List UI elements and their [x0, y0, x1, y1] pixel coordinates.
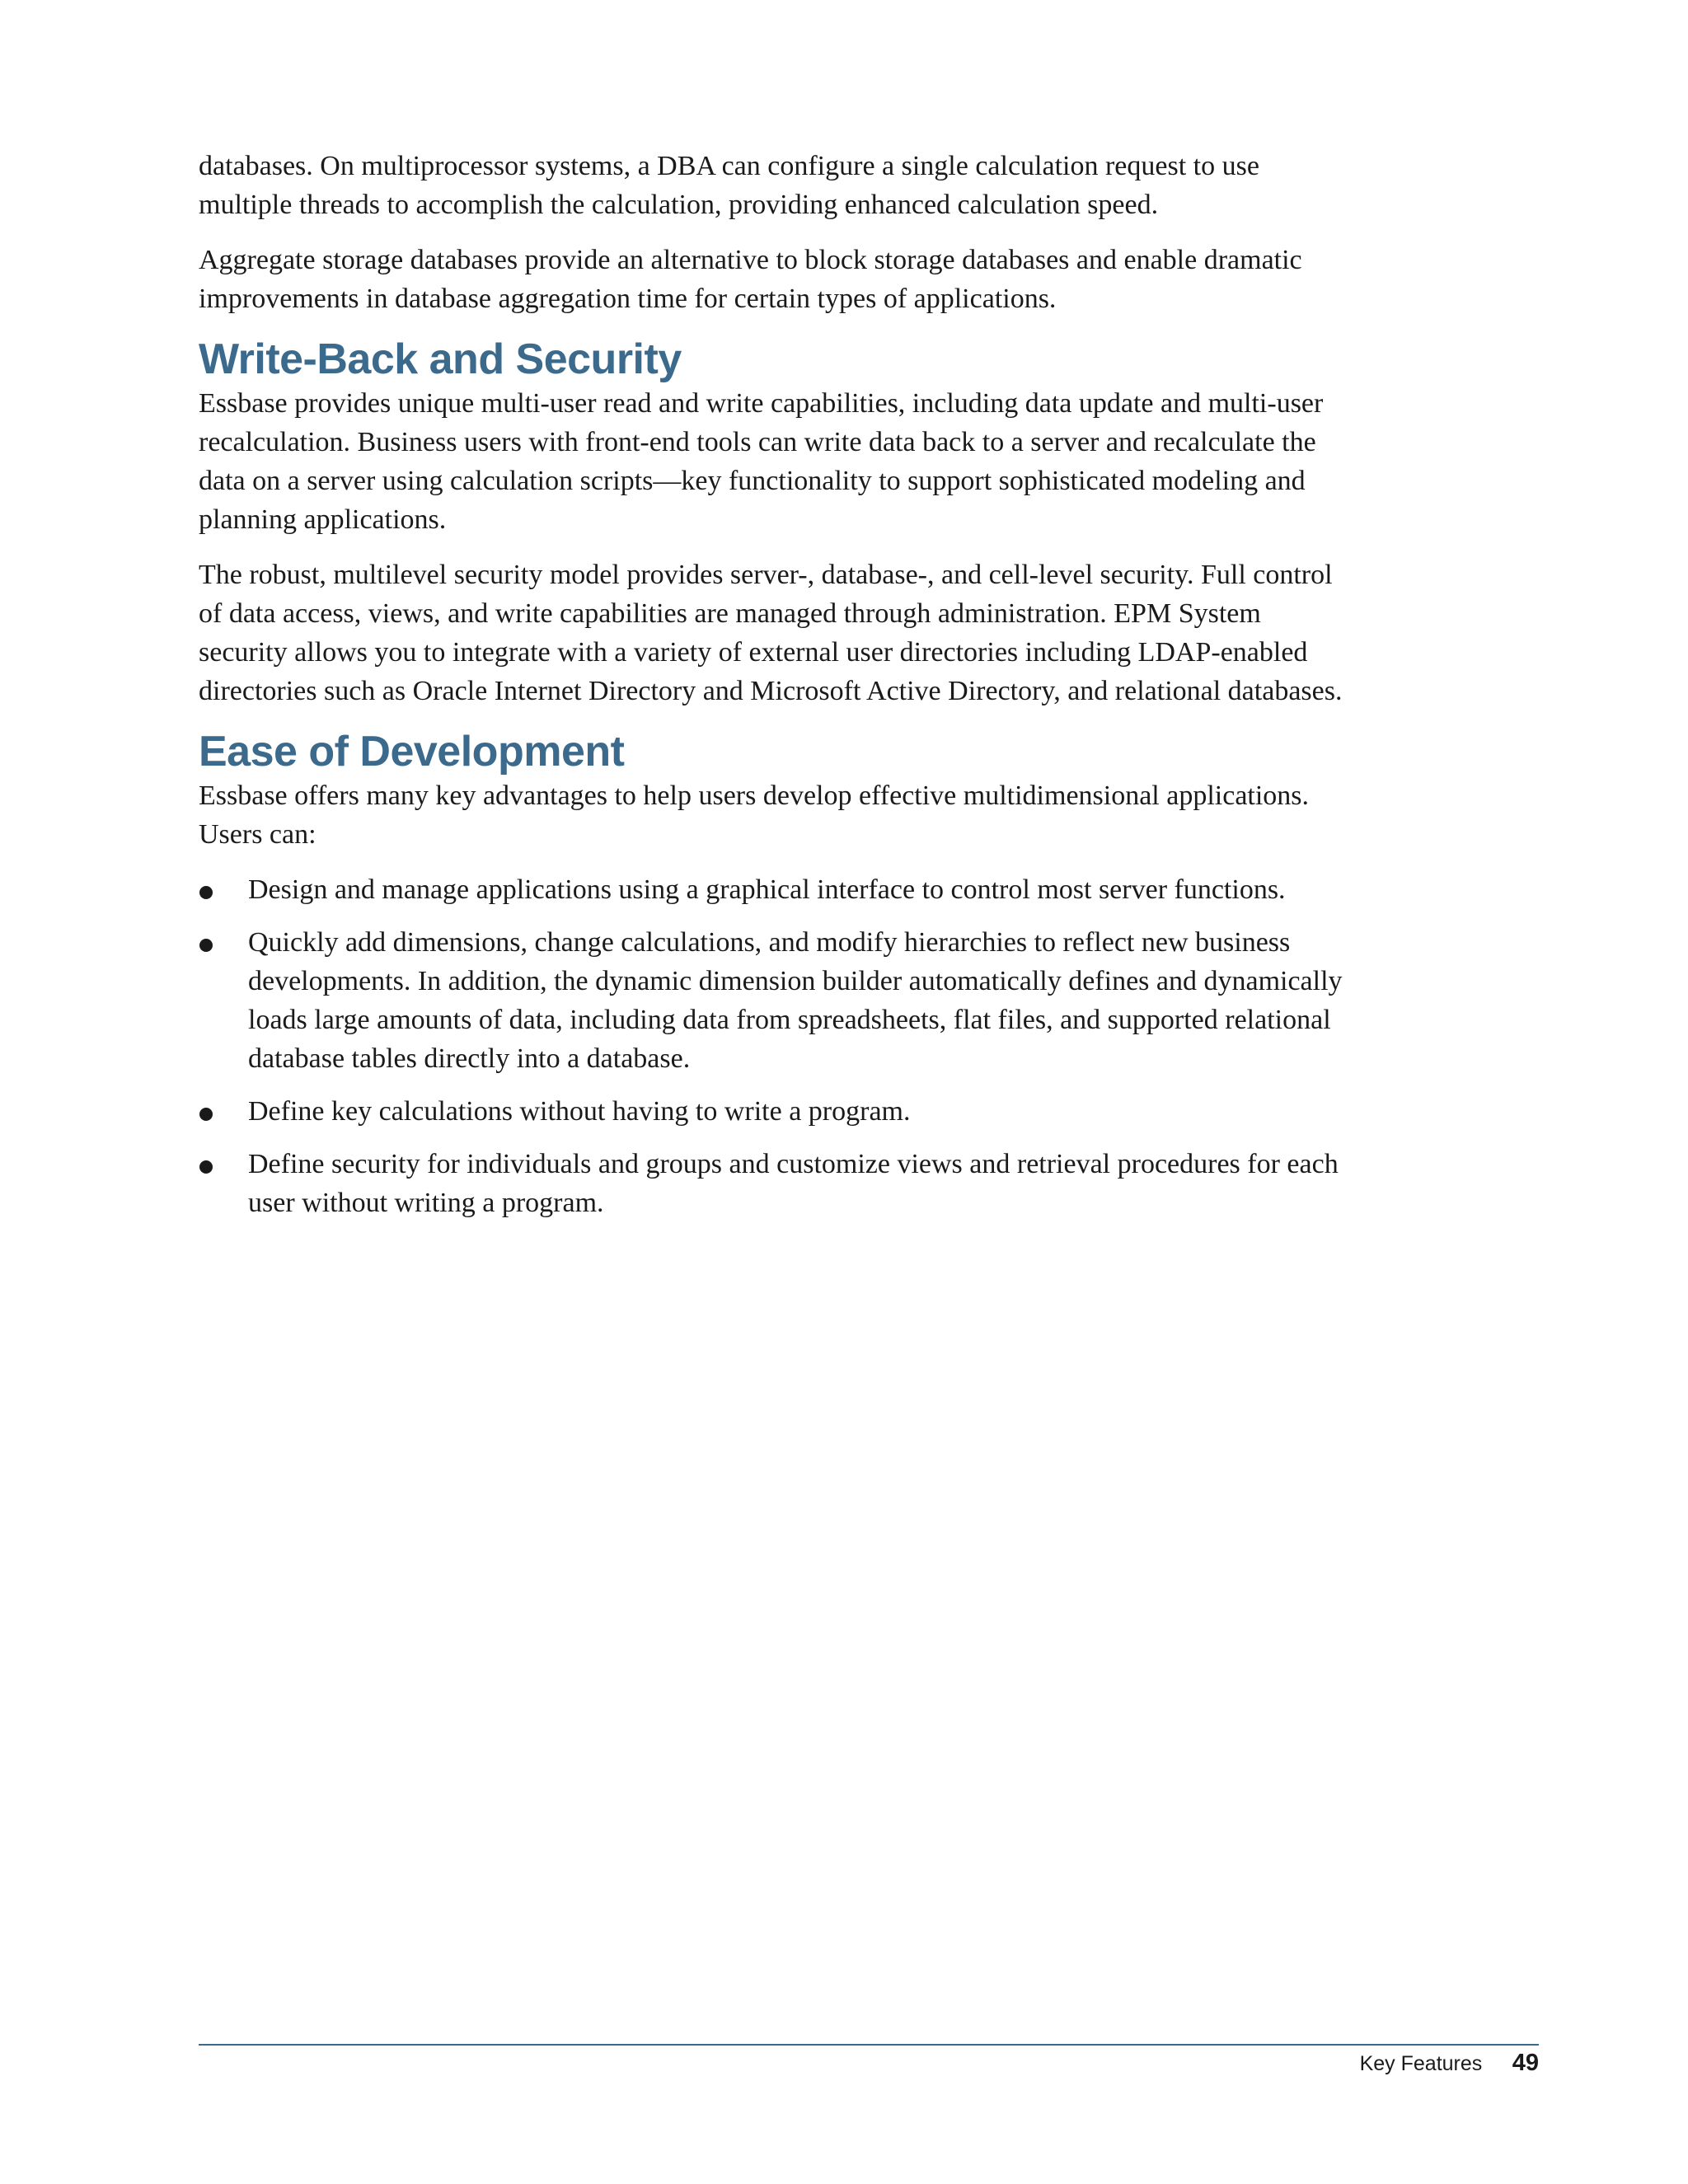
list-item	[199, 1145, 1344, 1222]
page-footer	[1360, 2050, 1539, 2077]
list-item-text: Design and manage applications using a graphical interface to control most server functions.	[248, 874, 1286, 905]
footer-divider	[199, 2044, 1539, 2046]
page-content	[199, 147, 1344, 1236]
bullet-icon	[199, 1160, 213, 1174]
list-item	[199, 1092, 1344, 1131]
section-heading-write-back: Write-Back and Security	[199, 335, 682, 383]
list-item	[199, 870, 1344, 909]
footer-section-label: Key Features	[1359, 2052, 1483, 2075]
list-item-text: Quickly add dimensions, change calculations, and modify hierarchies to reflect new business developments. In addition, the dynamic dimension builder automatically defines and dynamically loads large amounts of data, including data from spreadsheets, flat files, and supported relational database tables directly into a database.	[248, 927, 1343, 1074]
intro-paragraph-1: databases. On multiprocessor systems, a DBA can configure a single calculation request to use multiple threads to accomplish the calculation, providing enhanced calculation speed.	[199, 151, 1259, 220]
ease-bullet-list	[199, 870, 1344, 1222]
bullet-icon	[199, 939, 213, 952]
write-back-paragraph-1: Essbase provides unique multi-user read and write capabilities, including data update and multi-user recalculation. Business users with front-end tools can write data back to a server and recalculate the data on a server using calculation scripts—key functionality to support sophisticated modeling and planning applications.	[199, 388, 1324, 535]
bullet-icon	[199, 1108, 213, 1121]
section-heading-ease-of-development: Ease of Development	[199, 728, 625, 776]
intro-paragraph-2: Aggregate storage databases provide an alternative to block storage databases and enable dramatic improvements in database aggregation time for certain types of applications.	[199, 245, 1302, 314]
list-item	[199, 923, 1344, 1078]
list-item-text: Define key calculations without having to write a program.	[248, 1096, 911, 1127]
page-number: 49	[1512, 2050, 1539, 2076]
write-back-paragraph-2: The robust, multilevel security model provides server-, database-, and cell-level security. Full control of data access, views, and write capabilities are managed through administration. EPM System security allows you to integrate with a variety of external user directories including LDAP-enabled directories such as Oracle Internet Directory and Microsoft Active Directory, and relational databases.	[199, 560, 1343, 706]
list-item-text: Define security for individuals and groups and customize views and retrieval procedures for each user without writing a program.	[248, 1149, 1339, 1218]
bullet-icon	[199, 886, 213, 899]
ease-intro-paragraph: Essbase offers many key advantages to help users develop effective multidimensional applications. Users can:	[199, 780, 1310, 850]
